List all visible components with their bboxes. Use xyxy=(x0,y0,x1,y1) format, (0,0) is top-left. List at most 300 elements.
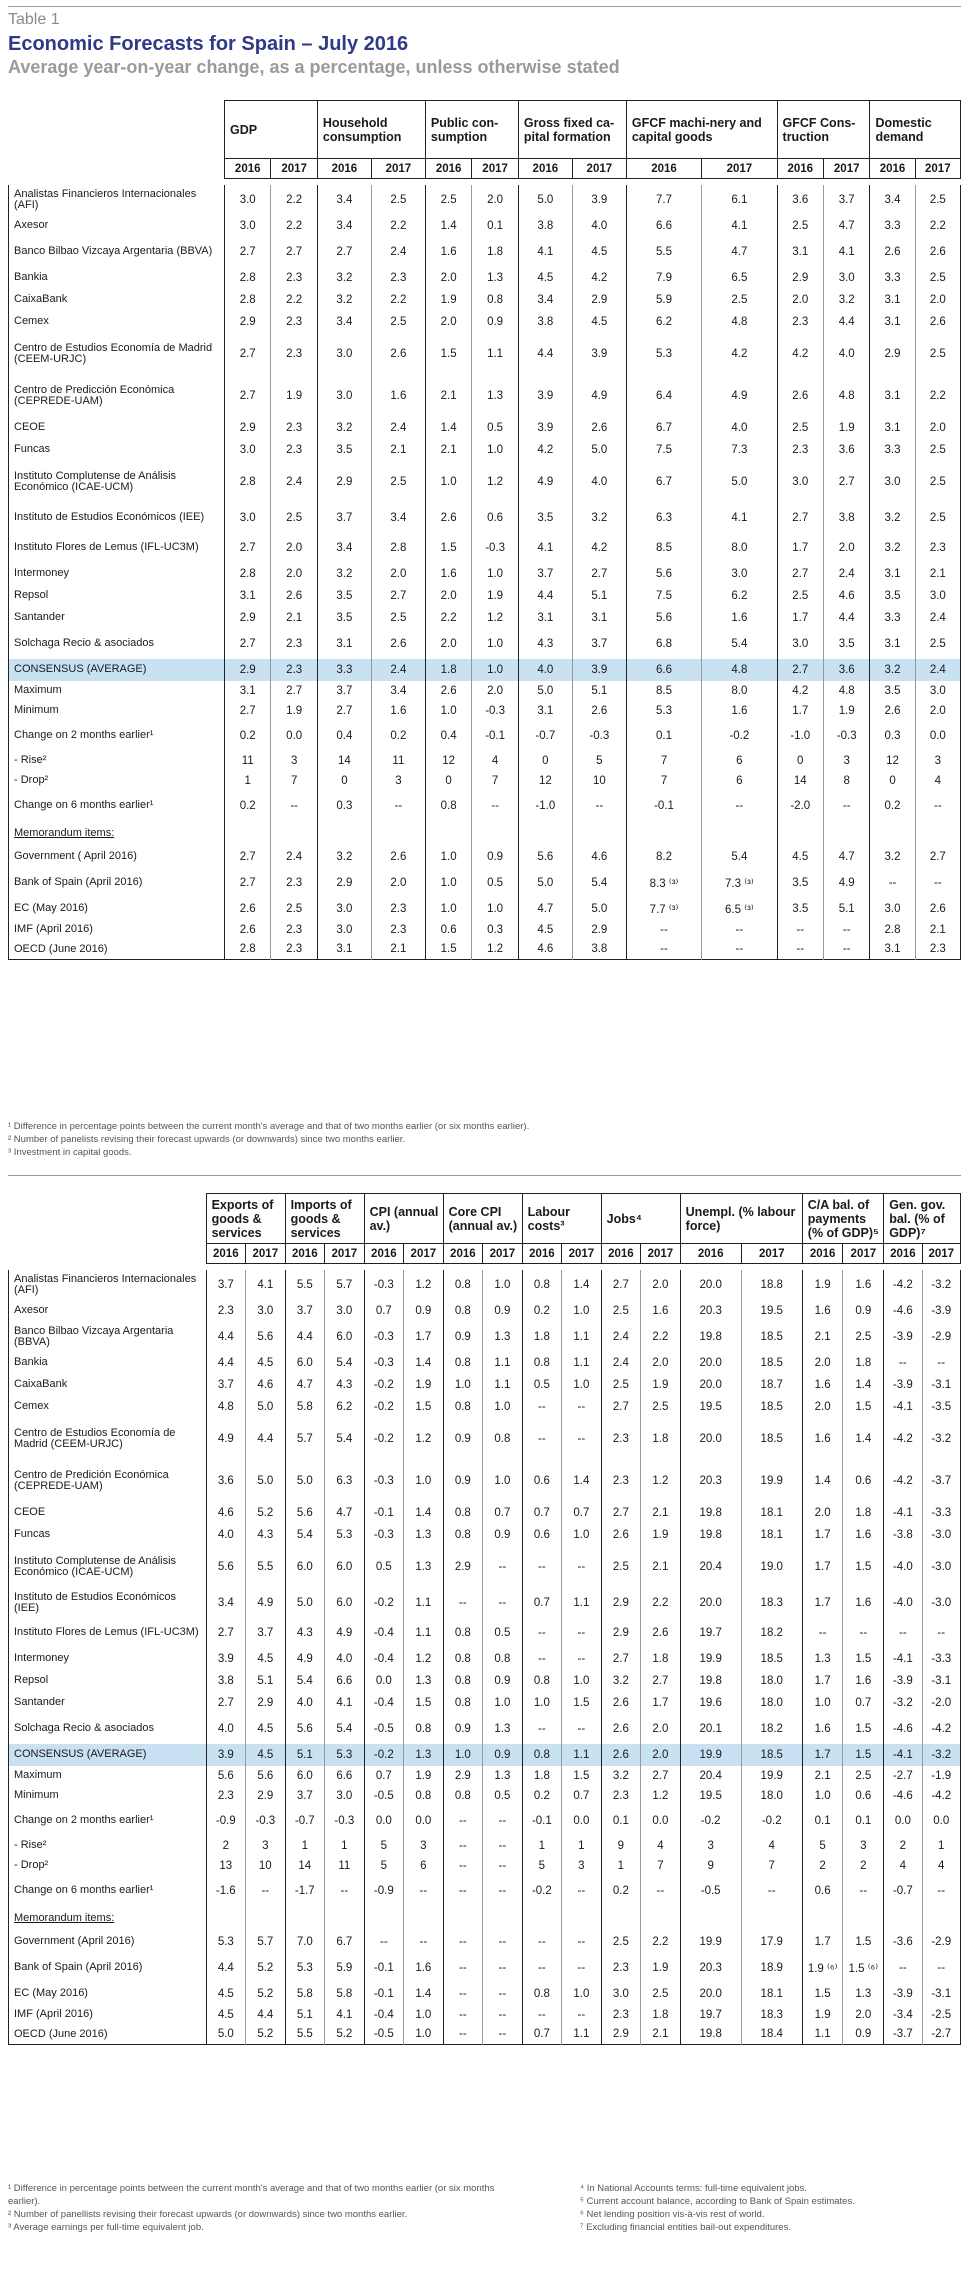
table-cell: -0.7 xyxy=(518,721,572,751)
table-cell: 4.2 xyxy=(572,267,626,289)
table-cell: 2.7 xyxy=(601,1648,641,1670)
table-cell: 1.4 xyxy=(425,417,471,439)
table-cell: 5.4 xyxy=(285,1524,325,1546)
table-cell: 2.1 xyxy=(371,439,425,461)
table-cell: -0.2 xyxy=(680,1806,741,1836)
table-cell: 2.5 xyxy=(601,1374,641,1396)
column-group-header: Unempl. (% labour force) xyxy=(680,1194,802,1244)
table-cell: 2.0 xyxy=(915,417,960,439)
table-cell: 3.7 xyxy=(518,563,572,585)
table-cell: 3 xyxy=(823,751,869,771)
table-cell: -3.2 xyxy=(922,1744,960,1766)
table-cell: -3.7 xyxy=(922,1460,960,1502)
table-cell: 6.0 xyxy=(285,1546,325,1588)
table-cell: 2.3 xyxy=(271,659,317,681)
table-cell: 3.6 xyxy=(823,659,869,681)
table-cell: -0.1 xyxy=(522,1806,562,1836)
table-cell: 1.0 xyxy=(472,898,518,920)
table-cell: 2.7 xyxy=(777,503,823,533)
table-cell: 4.7 xyxy=(823,215,869,237)
column-group-header: Labour costs³ xyxy=(522,1194,601,1244)
table-cell: 2.3 xyxy=(271,267,317,289)
table-cell: 7.7 xyxy=(626,185,701,215)
table-cell: -2.0 xyxy=(777,791,823,821)
table-cell: 1.3 xyxy=(483,1322,523,1352)
row-label: Funcas xyxy=(9,439,225,461)
table-cell: 1.0 xyxy=(472,659,518,681)
row-label: CEOE xyxy=(9,1502,207,1524)
table-cell: 20.3 xyxy=(680,1460,741,1502)
row-label: Solchaga Recio & asociados xyxy=(9,1714,207,1744)
table-cell: 2.5 xyxy=(371,185,425,215)
table-cell: 4 xyxy=(884,1856,922,1876)
table-cell: 2.0 xyxy=(641,1714,681,1744)
table-cell: 1.6 xyxy=(843,1524,884,1546)
table-cell: 1.0 xyxy=(522,1692,562,1714)
table-cell: -2.7 xyxy=(922,2025,960,2045)
table-cell: 5.5 xyxy=(626,237,701,267)
table-cell: 2.9 xyxy=(246,1692,286,1714)
table-cell: -- xyxy=(522,1648,562,1670)
table-cell: 1.9 xyxy=(641,1953,681,1983)
table-cell: -- xyxy=(522,1714,562,1744)
table-cell: 2.8 xyxy=(225,267,271,289)
table-cell: 5.3 xyxy=(325,1744,365,1766)
table-cell: 18.9 xyxy=(741,1953,802,1983)
table-cell: 2.9 xyxy=(225,417,271,439)
table-cell: 0.9 xyxy=(472,311,518,333)
table-cell: 7.0 xyxy=(285,1931,325,1953)
table-cell: 3.9 xyxy=(518,375,572,417)
table-cell: 2.8 xyxy=(225,289,271,311)
table-cell: -0.9 xyxy=(206,1806,246,1836)
row-label: Intermoney xyxy=(9,1648,207,1670)
year-header: 2016 xyxy=(425,159,471,179)
row-label: - Drop² xyxy=(9,1856,207,1876)
row-label: Santander xyxy=(9,1692,207,1714)
table-cell: 2.9 xyxy=(443,1766,483,1786)
table-cell: 0.8 xyxy=(522,1670,562,1692)
table-row xyxy=(9,1983,961,2005)
table-cell: 3 xyxy=(843,1836,884,1856)
table-cell: 0.8 xyxy=(483,1648,523,1670)
table-cell: 1.9 xyxy=(404,1374,444,1396)
table-cell: 3.7 xyxy=(285,1300,325,1322)
table-cell: -4.2 xyxy=(884,1418,922,1460)
table-cell: 3.5 xyxy=(317,585,371,607)
table-cell: 0.8 xyxy=(443,1618,483,1648)
table-cell: 1.9 xyxy=(802,2005,843,2025)
table-cell: 0.8 xyxy=(443,1352,483,1374)
table-cell: 2.7 xyxy=(271,681,317,701)
table-cell: 3.7 xyxy=(317,681,371,701)
table-cell: -3.0 xyxy=(922,1588,960,1618)
table-cell: 0 xyxy=(518,751,572,771)
table-cell: 2.4 xyxy=(271,846,317,868)
row-label: OECD (June 2016) xyxy=(9,2025,207,2045)
table-cell: 3.0 xyxy=(823,267,869,289)
table-cell: 6.6 xyxy=(626,659,701,681)
table-cell: 1.1 xyxy=(404,1618,444,1648)
table-cell: 2.7 xyxy=(777,659,823,681)
table-cell: 0.9 xyxy=(483,1300,523,1322)
table-cell: 2.8 xyxy=(870,920,915,940)
table-cell: -0.7 xyxy=(884,1876,922,1906)
table-cell: 1.7 xyxy=(802,1588,843,1618)
table-cell: 3.4 xyxy=(317,215,371,237)
table-cell: 2.9 xyxy=(572,289,626,311)
table-cell: 4.8 xyxy=(823,375,869,417)
table-cell: 0.2 xyxy=(225,721,271,751)
table-cell: 19.5 xyxy=(741,1300,802,1322)
table-cell: 11 xyxy=(325,1856,365,1876)
table-cell: 2.3 xyxy=(271,629,317,659)
table-cell: 20.4 xyxy=(680,1546,741,1588)
row-label: - Rise² xyxy=(9,1836,207,1856)
table-cell: 5.8 xyxy=(285,1983,325,2005)
table-cell: 1.9 xyxy=(802,1270,843,1300)
table-cell: 4 xyxy=(922,1856,960,1876)
table-cell: 2.7 xyxy=(206,1692,246,1714)
table-row xyxy=(9,1856,961,1876)
table-cell: 1.5 xyxy=(843,1714,884,1744)
table-cell: 14 xyxy=(285,1856,325,1876)
table-cell: -- xyxy=(483,1876,523,1906)
table-cell: 0 xyxy=(870,771,915,791)
table-cell: 3.1 xyxy=(870,629,915,659)
table-row xyxy=(9,185,961,215)
table-cell: 2.3 xyxy=(271,920,317,940)
table-cell: 4.7 xyxy=(518,898,572,920)
table-cell: 6.2 xyxy=(626,311,701,333)
table-cell: -0.3 xyxy=(823,721,869,751)
table-row xyxy=(9,2005,961,2025)
page-title: Economic Forecasts for Spain – July 2016 xyxy=(8,33,409,55)
table-cell: 4.9 xyxy=(823,868,869,898)
table-cell: 6.0 xyxy=(285,1352,325,1374)
table-cell: 5.7 xyxy=(325,1270,365,1300)
table-cell: 2.0 xyxy=(472,185,518,215)
table-cell: 0.9 xyxy=(843,1300,884,1322)
table-cell: 2.4 xyxy=(601,1352,641,1374)
table-cell: 2.6 xyxy=(225,898,271,920)
table-cell: 4.7 xyxy=(285,1374,325,1396)
table-cell: 14 xyxy=(317,751,371,771)
table-cell: 2.8 xyxy=(225,940,271,960)
table-cell: -- xyxy=(915,868,960,898)
table-cell: 0.2 xyxy=(225,791,271,821)
table-cell: 4.4 xyxy=(246,1418,286,1460)
table-cell: 19.9 xyxy=(680,1744,741,1766)
table-cell: 8.5 xyxy=(626,533,701,563)
table-cell: 18.0 xyxy=(741,1692,802,1714)
table-cell: 0.9 xyxy=(443,1322,483,1352)
table-cell: 2.0 xyxy=(641,1352,681,1374)
table-cell: -- xyxy=(522,2005,562,2025)
row-label: Banco Bilbao Vizcaya Argentaria (BBVA) xyxy=(9,237,225,267)
footnotes-table-2-left xyxy=(8,2182,503,2234)
table-row xyxy=(9,751,961,771)
table-cell: 1.6 xyxy=(425,563,471,585)
table-cell: 5.6 xyxy=(246,1766,286,1786)
row-label: CaixaBank xyxy=(9,289,225,311)
table-cell: 2.0 xyxy=(802,1396,843,1418)
table-cell: 3.0 xyxy=(225,503,271,533)
table-cell: 3.4 xyxy=(518,289,572,311)
table-cell: 2.7 xyxy=(225,375,271,417)
table-cell: 6.3 xyxy=(626,503,701,533)
table-cell: -3.9 xyxy=(922,1300,960,1322)
table-cell: -0.3 xyxy=(472,533,518,563)
row-label: IMF (April 2016) xyxy=(9,920,225,940)
table-cell: 0.8 xyxy=(443,1648,483,1670)
table-cell: 1.0 xyxy=(472,563,518,585)
table-cell: 1.6 xyxy=(802,1300,843,1322)
table-cell: 3 xyxy=(246,1836,286,1856)
table-cell: 2.7 xyxy=(371,585,425,607)
table-cell: 0.9 xyxy=(843,2025,884,2045)
table-cell: 2.6 xyxy=(601,1714,641,1744)
table-cell: -0.7 xyxy=(285,1806,325,1836)
table-cell: 1 xyxy=(285,1836,325,1856)
table-cell: 3.1 xyxy=(317,629,371,659)
table-cell: 1.7 xyxy=(777,533,823,563)
table-cell: 3.0 xyxy=(225,215,271,237)
footnote: ⁷ Excluding financial entities bail-out expenditures. xyxy=(580,2222,791,2233)
table-cell: 0.8 xyxy=(443,1670,483,1692)
table-cell: 1.3 xyxy=(802,1648,843,1670)
table-cell: 4.6 xyxy=(518,940,572,960)
table-cell: 2.0 xyxy=(425,267,471,289)
table-cell: 5.0 xyxy=(206,2025,246,2045)
table-cell: -4.1 xyxy=(884,1502,922,1524)
year-header: 2017 xyxy=(371,159,425,179)
table-cell: -0.5 xyxy=(680,1876,741,1906)
table-cell: -- xyxy=(626,920,701,940)
table-cell: 1.4 xyxy=(425,215,471,237)
year-header: 2017 xyxy=(572,159,626,179)
table-cell: 2.3 xyxy=(271,417,317,439)
table-cell: 2.7 xyxy=(641,1766,681,1786)
table-cell: 19.9 xyxy=(741,1460,802,1502)
table-cell: 6.6 xyxy=(325,1766,365,1786)
table-cell: 1.2 xyxy=(472,940,518,960)
table-cell: 0.5 xyxy=(483,1786,523,1806)
table-cell: 3.8 xyxy=(518,311,572,333)
table-cell: 1.0 xyxy=(562,1670,602,1692)
row-label: Cemex xyxy=(9,311,225,333)
table-cell: 3.5 xyxy=(777,898,823,920)
table-cell: 1.0 xyxy=(483,1270,523,1300)
table-cell: 4.0 xyxy=(572,215,626,237)
table-cell: 1.9 xyxy=(823,417,869,439)
table-cell: -- xyxy=(562,1931,602,1953)
table-cell: 0.0 xyxy=(884,1806,922,1836)
table-cell: 5.0 xyxy=(518,868,572,898)
table-cell: -- xyxy=(443,1931,483,1953)
row-label: Maximum xyxy=(9,1766,207,1786)
table-cell: -- xyxy=(562,1876,602,1906)
table-cell: 4.1 xyxy=(246,1270,286,1300)
table-cell: 2.7 xyxy=(317,701,371,721)
table-cell: -0.2 xyxy=(364,1588,404,1618)
footnote: ³ Average earnings per full-time equivalent job. xyxy=(8,2222,204,2233)
table-cell: 4.1 xyxy=(325,1692,365,1714)
table-cell: 5.2 xyxy=(246,1502,286,1524)
table-cell: 2.6 xyxy=(572,701,626,721)
table-row xyxy=(9,1836,961,1856)
table-cell: -4.2 xyxy=(884,1270,922,1300)
table-cell: 1.2 xyxy=(404,1648,444,1670)
table-cell: 2.0 xyxy=(472,681,518,701)
year-header: 2016 xyxy=(443,1244,483,1264)
row-label: Change on 6 months earlier¹ xyxy=(9,791,225,821)
table-cell: 2.0 xyxy=(777,289,823,311)
table-cell: -- xyxy=(371,791,425,821)
table-row xyxy=(9,659,961,681)
table-cell: 1.9 xyxy=(472,585,518,607)
table-cell: 5.9 xyxy=(626,289,701,311)
table-cell: 2.4 xyxy=(271,461,317,503)
table-cell: -0.3 xyxy=(572,721,626,751)
column-group-header: GFCF Cons-truction xyxy=(777,101,870,159)
table-cell: 9 xyxy=(680,1856,741,1876)
table-cell: 19.8 xyxy=(680,1502,741,1524)
table-cell: 4.7 xyxy=(823,846,869,868)
table-cell: 2.0 xyxy=(425,585,471,607)
table-cell: 4.9 xyxy=(246,1588,286,1618)
table-cell: 3.2 xyxy=(870,659,915,681)
table-cell: -- xyxy=(443,1588,483,1618)
table-cell: 4 xyxy=(641,1836,681,1856)
table-cell: 2.9 xyxy=(601,1618,641,1648)
table-cell: 20.1 xyxy=(680,1714,741,1744)
year-header: 2016 xyxy=(364,1244,404,1264)
table-cell: 5.6 xyxy=(206,1766,246,1786)
table-cell: 0.7 xyxy=(364,1300,404,1322)
table-cell: 1.4 xyxy=(843,1374,884,1396)
table-cell: 2.5 xyxy=(777,417,823,439)
table-cell: 1.0 xyxy=(443,1374,483,1396)
table-cell: 3.0 xyxy=(317,333,371,375)
table-cell: -4.0 xyxy=(884,1546,922,1588)
table-cell: 1.5 xyxy=(425,533,471,563)
year-header: 2016 xyxy=(317,159,371,179)
table-row xyxy=(9,940,961,960)
table-cell: 3.0 xyxy=(325,1786,365,1806)
row-label: EC (May 2016) xyxy=(9,1983,207,2005)
table-cell: 12 xyxy=(870,751,915,771)
table-cell: 2.3 xyxy=(271,940,317,960)
table-cell: 1.0 xyxy=(425,461,471,503)
table-cell: 6.3 xyxy=(325,1460,365,1502)
table-cell: 0.7 xyxy=(522,1502,562,1524)
table-row xyxy=(9,1396,961,1418)
table-cell: 4.5 xyxy=(572,311,626,333)
row-label: Solchaga Recio & asociados xyxy=(9,629,225,659)
table-cell: 1 xyxy=(522,1836,562,1856)
table-cell: 3.1 xyxy=(870,940,915,960)
column-group-header: GFCF machi-nery and capital goods xyxy=(626,101,777,159)
column-group-header: Imports of goods & services xyxy=(285,1194,364,1244)
table-cell: 1.6 xyxy=(802,1374,843,1396)
table-cell: 3.0 xyxy=(777,629,823,659)
table-row xyxy=(9,2025,961,2045)
table-cell: 2.3 xyxy=(271,439,317,461)
row-label: Bankia xyxy=(9,267,225,289)
table-cell: 2.1 xyxy=(641,1502,681,1524)
page-subtitle: Average year-on-year change, as a percentage, unless otherwise stated xyxy=(8,57,620,77)
table-row xyxy=(9,681,961,701)
table-cell: 3.7 xyxy=(206,1270,246,1300)
table-cell: 2.5 xyxy=(371,607,425,629)
table-cell: 2.1 xyxy=(641,2025,681,2045)
table-row xyxy=(9,267,961,289)
table-cell: 3.5 xyxy=(518,503,572,533)
footnote: ³ Investment in capital goods. xyxy=(8,1147,132,1158)
footnote: ² Number of panelists revising their forecast upwards (or downwards) since two months earlier. xyxy=(8,1134,406,1145)
row-label: Government (April 2016) xyxy=(9,1931,207,1953)
table-cell: 6.6 xyxy=(325,1670,365,1692)
table-cell: 2.0 xyxy=(271,533,317,563)
table-row xyxy=(9,1300,961,1322)
table-cell: 3.2 xyxy=(317,289,371,311)
table-cell: 3.7 xyxy=(823,185,869,215)
row-label: Centro de Predicción Económica (CEPREDE-UAM) xyxy=(9,375,225,417)
table-cell: 3.2 xyxy=(823,289,869,311)
table-row xyxy=(9,563,961,585)
table-cell: 0.8 xyxy=(404,1714,444,1744)
table-cell: 1.4 xyxy=(404,1352,444,1374)
table-cell: 1.7 xyxy=(777,607,823,629)
table-cell: 1.9 xyxy=(404,1766,444,1786)
table-cell: 0.4 xyxy=(425,721,471,751)
table-cell: 0.6 xyxy=(522,1460,562,1502)
table-cell: -0.1 xyxy=(364,1502,404,1524)
table-cell: 7.9 xyxy=(626,267,701,289)
table-cell: 2.5 xyxy=(915,503,960,533)
table-cell: 0.5 xyxy=(472,868,518,898)
column-group-header: Gen. gov. bal. (% of GDP)⁷ xyxy=(884,1194,961,1244)
table-cell: 8.0 xyxy=(702,533,777,563)
table-cell: -- xyxy=(741,1876,802,1906)
table-cell: 6.2 xyxy=(325,1396,365,1418)
table-row xyxy=(9,1931,961,1953)
table-cell: 6.4 xyxy=(626,375,701,417)
table-cell: 2.2 xyxy=(641,1931,681,1953)
row-label: Santander xyxy=(9,607,225,629)
table-cell: 4.6 xyxy=(206,1502,246,1524)
table-cell: 0.9 xyxy=(443,1418,483,1460)
table-cell: 3.1 xyxy=(870,289,915,311)
table-cell: -4.1 xyxy=(884,1648,922,1670)
table-cell: 1.4 xyxy=(404,1983,444,2005)
row-label: EC (May 2016) xyxy=(9,898,225,920)
table-cell: 3.8 xyxy=(572,940,626,960)
table-cell: 5.4 xyxy=(285,1670,325,1692)
row-label: IMF (April 2016) xyxy=(9,2005,207,2025)
table-cell: 2.0 xyxy=(641,1744,681,1766)
table-cell: 5.0 xyxy=(572,439,626,461)
year-header: 2016 xyxy=(601,1244,641,1264)
table-cell: 8 xyxy=(823,771,869,791)
table-row xyxy=(9,1766,961,1786)
table-cell: 4.6 xyxy=(572,846,626,868)
table-cell: 0.8 xyxy=(472,289,518,311)
table-cell: -0.5 xyxy=(364,1714,404,1744)
table-cell: 4.9 xyxy=(702,375,777,417)
table-cell: -- xyxy=(443,2005,483,2025)
